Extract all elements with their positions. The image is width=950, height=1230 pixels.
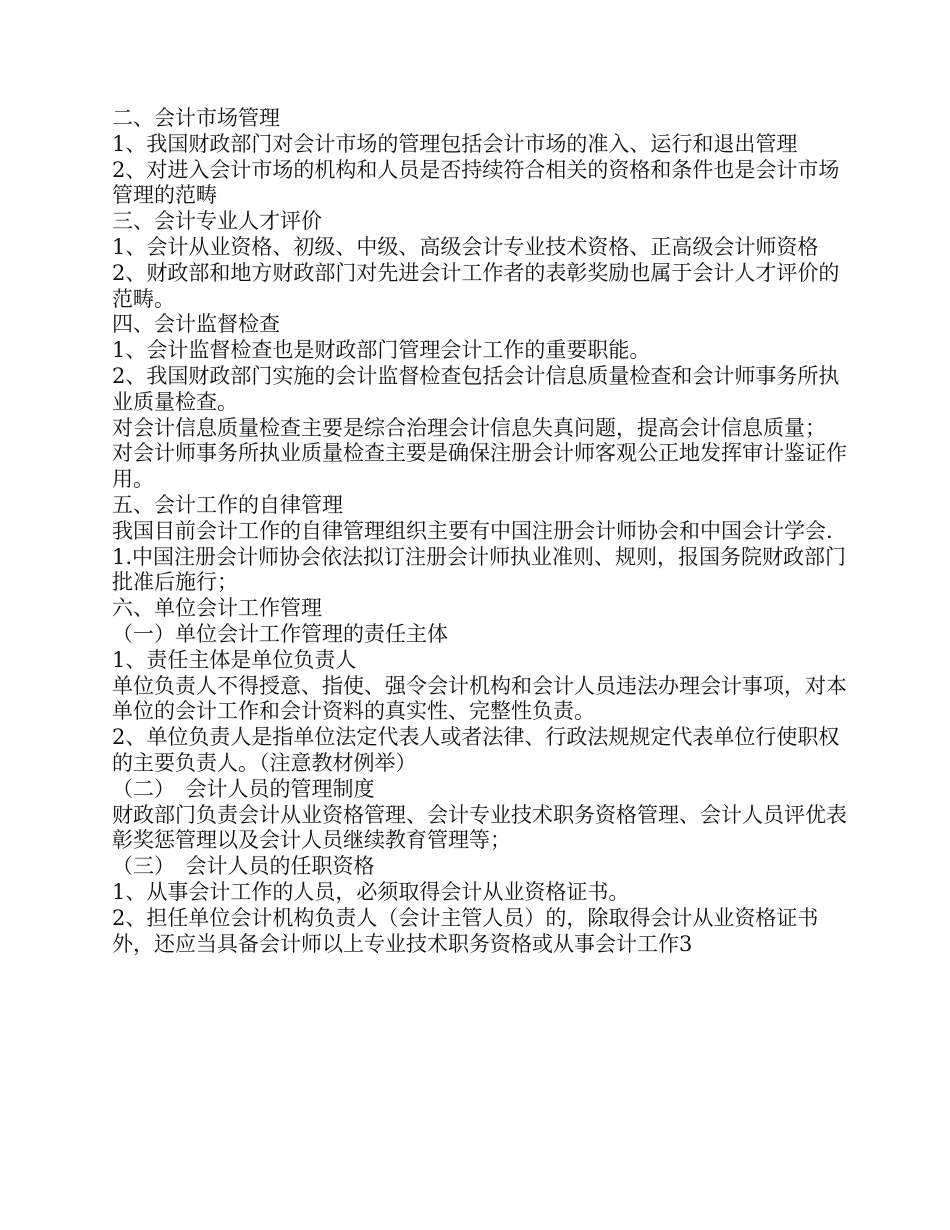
paragraph-unit-leader-duties: 单位负责人不得授意、指使、强令会计机构和会计人员违法办理会计事项，对本单位的会计工作和会计资料的真实性、完整性负责。 — [112, 673, 847, 724]
subheading-personnel-management: （二） 会计人员的管理制度 — [112, 776, 375, 801]
section-heading-self-regulation: 五、会计工作的自律管理 — [112, 492, 343, 517]
document-body — [112, 106, 852, 957]
section-heading-talent-evaluation: 三、会计专业人才评价 — [112, 209, 322, 234]
paragraph-supervision-item-2: 2、我国财政部门实施的会计监督检查包括会计信息质量检查和会计师事务所执业质量检查。 — [112, 363, 840, 414]
paragraph-practice-quality: 对会计师事务所执业质量检查主要是确保注册会计师客观公正地发挥审计鉴证作用。 — [112, 441, 847, 492]
subheading-qualifications: （三） 会计人员的任职资格 — [112, 854, 375, 879]
paragraph-qualification-item-1: 1、从事会计工作的人员，必须取得会计从业资格证书。 — [112, 879, 630, 904]
paragraph-cicpa-standards: 1.中国注册会计师协会依法拟订注册会计师执业准则、规则，报国务院财政部门批准后施行； — [112, 544, 847, 595]
paragraph-supervision-item-1: 1、会计监督检查也是财政部门管理会计工作的重要职能。 — [112, 338, 651, 363]
subheading-responsibility-subject: （一）单位会计工作管理的责任主体 — [112, 621, 448, 646]
paragraph-self-regulation-organizations: 我国目前会计工作的自律管理组织主要有中国注册会计师协会和中国会计学会. — [112, 518, 833, 543]
paragraph-responsibility-item-1: 1、责任主体是单位负责人 — [112, 647, 357, 672]
paragraph-market-item-2: 2、对进入会计市场的机构和人员是否持续符合相关的资格和条件也是会计市场管理的范畴 — [112, 157, 840, 208]
section-heading-accounting-market: 二、会计市场管理 — [112, 106, 280, 130]
paragraph-information-quality: 对会计信息质量检查主要是综合治理会计信息失真问题，提高会计信息质量； — [112, 415, 826, 440]
paragraph-talent-item-1: 1、会计从业资格、初级、中级、高级会计专业技术资格、正高级会计师资格 — [112, 234, 819, 259]
paragraph-qualification-item-2: 2、担任单位会计机构负责人（会计主管人员）的，除取得会计从业资格证书外，还应当具备会计师以上专业技术职务资格或从事会计工作3 — [112, 905, 819, 956]
paragraph-market-item-1: 1、我国财政部门对会计市场的管理包括会计市场的准入、运行和退出管理 — [112, 131, 798, 156]
section-heading-unit-management: 六、单位会计工作管理 — [112, 596, 322, 621]
paragraph-responsibility-item-2: 2、单位负责人是指单位法定代表人或者法律、行政法规规定代表单位行使职权的主要负责人。（注意教材例举） — [112, 725, 840, 775]
paragraph-talent-item-2: 2、财政部和地方财政部门对先进会计工作者的表彰奖励也属于会计人才评价的范畴。 — [112, 260, 840, 311]
section-heading-supervision-inspection: 四、会计监督检查 — [112, 312, 280, 337]
paragraph-personnel-management: 财政部门负责会计从业资格管理、会计专业技术职务资格管理、会计人员评优表彰奖惩管理以及会计人员继续教育管理等； — [112, 802, 847, 853]
